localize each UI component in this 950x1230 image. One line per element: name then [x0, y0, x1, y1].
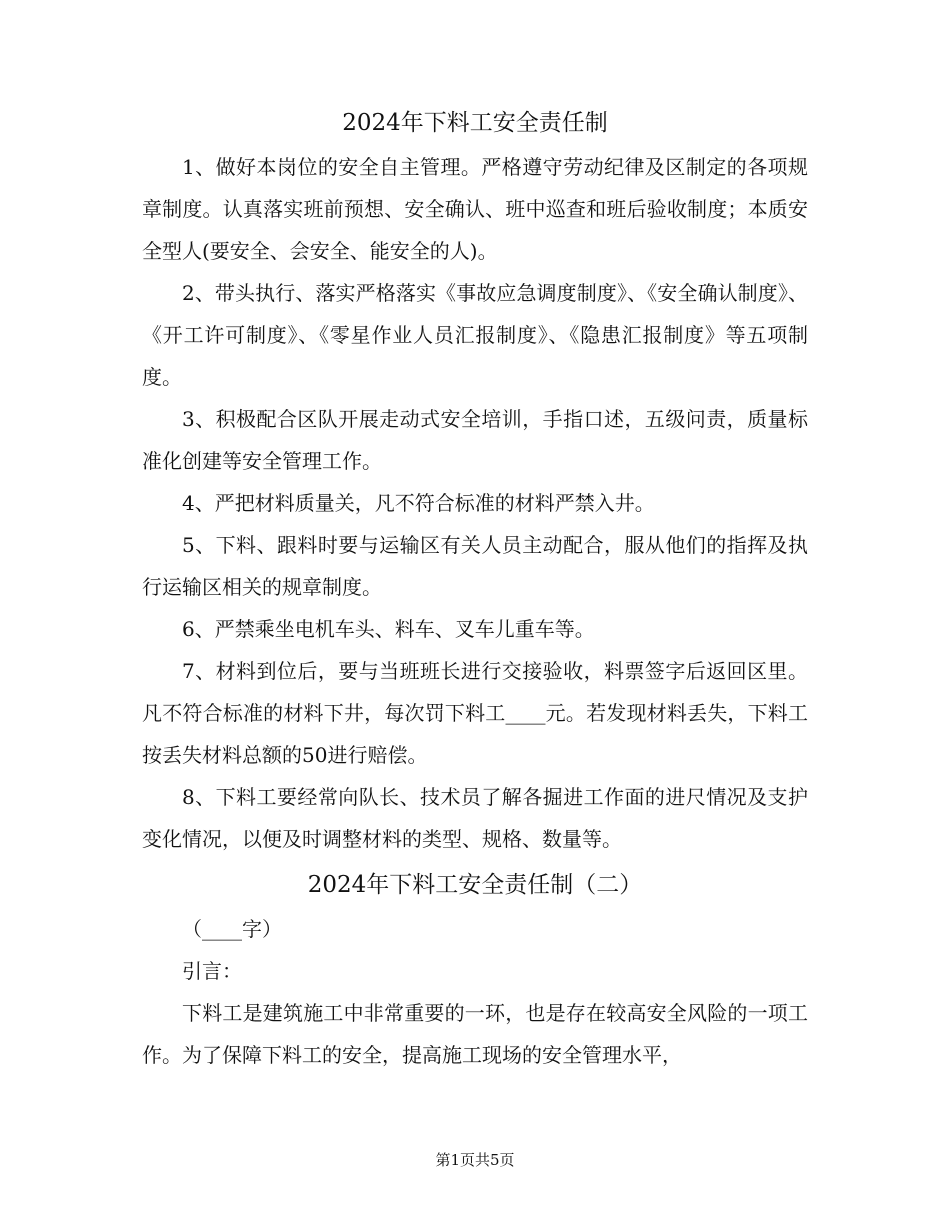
clause-2: 2、带头执行、落实严格落实《事故应急调度制度》、《安全确认制度》、《开工许可制度》、《零星作业人员汇报制度》、《隐患汇报制度》等五项制度。 — [142, 281, 808, 389]
word-count-line: （____字） — [182, 917, 282, 941]
clause-6: 6、严禁乘坐电机车头、料车、叉车儿重车等。 — [182, 617, 595, 641]
intro-heading: 引言： — [182, 959, 242, 983]
clause-8: 8、下料工要经常向队长、技术员了解各掘进工作面的进尺情况及支护变化情况，以便及时调整材料的类型、规格、数量等。 — [142, 785, 808, 851]
clause-3: 3、积极配合区队开展走动式安全培训，手指口述，五级问责，质量标准化创建等安全管理工作。 — [142, 407, 808, 473]
page-number: 第1页共5页 — [435, 1151, 515, 1169]
intro-paragraph: 下料工是建筑施工中非常重要的一环，也是存在较高安全风险的一项工作。为了保障下料工的安全，提高施工现场的安全管理水平， — [142, 1001, 808, 1067]
clause-7: 7、材料到位后，要与当班班长进行交接验收，料票签字后返回区里。凡不符合标准的材料下井，每次罚下料工____元。若发现材料丢失，下料工按丢失材料总额的50进行赔偿。 — [142, 659, 808, 767]
document-title: 2024年下料工安全责任制 — [342, 110, 608, 136]
document-body — [142, 100, 808, 1076]
clause-5: 5、下料、跟料时要与运输区有关人员主动配合，服从他们的指挥及执行运输区相关的规章制度。 — [142, 533, 808, 599]
clause-1: 1、做好本岗位的安全自主管理。严格遵守劳动纪律及区制定的各项规章制度。认真落实班前预想、安全确认、班中巡查和班后验收制度；本质安全型人(要安全、会安全、能安全的人)。 — [142, 155, 808, 263]
clause-4: 4、严把材料质量关，凡不符合标准的材料严禁入井。 — [182, 491, 655, 515]
section-title-2: 2024年下料工安全责任制（二） — [307, 872, 643, 898]
